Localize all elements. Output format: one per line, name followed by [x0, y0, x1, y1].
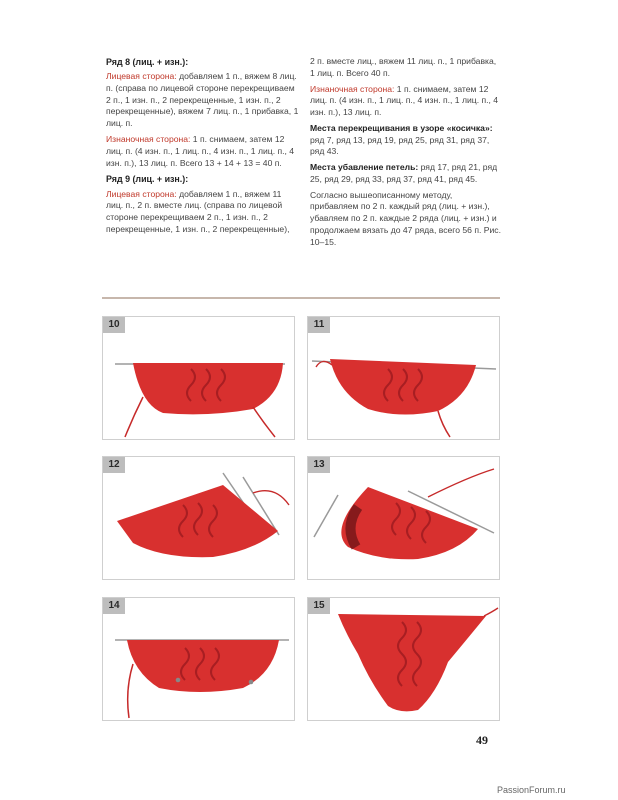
knitting-photo-14: [103, 598, 294, 720]
knitting-photo-13: [308, 457, 499, 579]
knitting-photo-15: [308, 598, 499, 720]
figure-13-photo: [307, 456, 500, 580]
row8-face-paragraph: [106, 71, 299, 130]
figure-14-number: 14: [103, 598, 125, 614]
row9-back-paragraph: [310, 84, 503, 119]
row9-heading: Ряд 9 (лиц. + изн.):: [106, 174, 189, 185]
figure-15-number: 15: [308, 598, 330, 614]
figure-11-photo: [307, 316, 500, 440]
cross-heading: Места перекрещивания в узоре «косичка»:: [310, 122, 493, 133]
row8-back-text: 1 п. снимаем, затем 12 лиц. п. (4 изн. п., 1 лиц. п., 4 изн. п., 1 лиц. п., 4 изн. п.), 13 лиц. п. Всего 13 + 14 + 13 = 40 п.: [106, 134, 295, 168]
figure-10-photo: [102, 316, 295, 440]
figure-13-number: 13: [308, 457, 330, 473]
watermark: PassionForum.ru: [497, 785, 566, 795]
row9-continuation: 2 п. вместе лиц., вяжем 11 лиц. п., 1 прибавка, 1 лиц. п. Всего 40 п.: [310, 56, 497, 78]
figure-12-number: 12: [103, 457, 125, 473]
row8-back-paragraph: [106, 134, 299, 169]
cross-paragraph: [310, 123, 503, 158]
figure-15-photo: [307, 597, 500, 721]
figure-12-photo: [102, 456, 295, 580]
figure-10-number: 10: [103, 317, 125, 333]
decrease-text: ряд 17, ряд 21, ряд 25, ряд 29, ряд 33, ряд 37, ряд 41, ряд 45.: [310, 162, 498, 184]
knitting-photo-12: [103, 457, 294, 579]
knitting-photo-11: [308, 317, 499, 439]
row9-face-text: добавляем 1 п., вяжем 11 лиц. п., 2 п. вместе лиц. (справа по лицевой стороне перекрещиваем 2 п., 1 изн. п., 2 перекрещенные, 1 изн. п., 2 перекрещенные),: [106, 188, 290, 234]
right-text-column: [310, 56, 503, 252]
left-text-column: [106, 56, 299, 240]
figure-14-photo: [102, 597, 295, 721]
row8-back-label: Изнаночная сторона:: [106, 134, 191, 145]
page-number: 49: [476, 733, 488, 747]
row9-face-label: Лицевая сторона:: [106, 188, 177, 199]
cross-text: ряд 7, ряд 13, ряд 19, ряд 25, ряд 31, ряд 37, ряд 43.: [310, 134, 490, 157]
row9-back-label: Изнаночная сторона:: [310, 83, 395, 94]
decrease-paragraph: [310, 162, 503, 186]
row9-back-text: 1 п. снимаем, затем 12 лиц. п. (4 изн. п., 1 лиц. п., 4 изн. п., 1 лиц. п., 4 изн. п.), 13 лиц. п.: [310, 83, 499, 118]
decrease-heading: Места убавление петель:: [310, 162, 419, 173]
figure-11-number: 11: [308, 317, 330, 333]
row8-face-text: добавляем 1 п., вяжем 8 лиц. п. (справа по лицевой стороне перекрещиваем 2 п., 1 изн. п., 2 перекрещенные, 1 изн. п., 2 перекрещенные), вяжем 7 лиц. п., 1 прибавка, 1 лиц. п.: [106, 71, 299, 129]
summary-paragraph: Согласно вышеописанному методу, прибавляем по 2 п. каждый ряд (лиц. + изн.), убавляем по 2 п. каждые 2 ряда (лиц. + изн.) и продолжаем вязать до 47 ряда, всего 56 п. Рис. 10–15.: [310, 189, 501, 247]
row8-heading: Ряд 8 (лиц. + изн.):: [106, 57, 189, 67]
section-divider: [102, 297, 500, 299]
row8-face-label: Лицевая сторона:: [106, 71, 177, 82]
knitting-photo-10: [103, 317, 294, 439]
row9-face-paragraph: [106, 189, 299, 236]
